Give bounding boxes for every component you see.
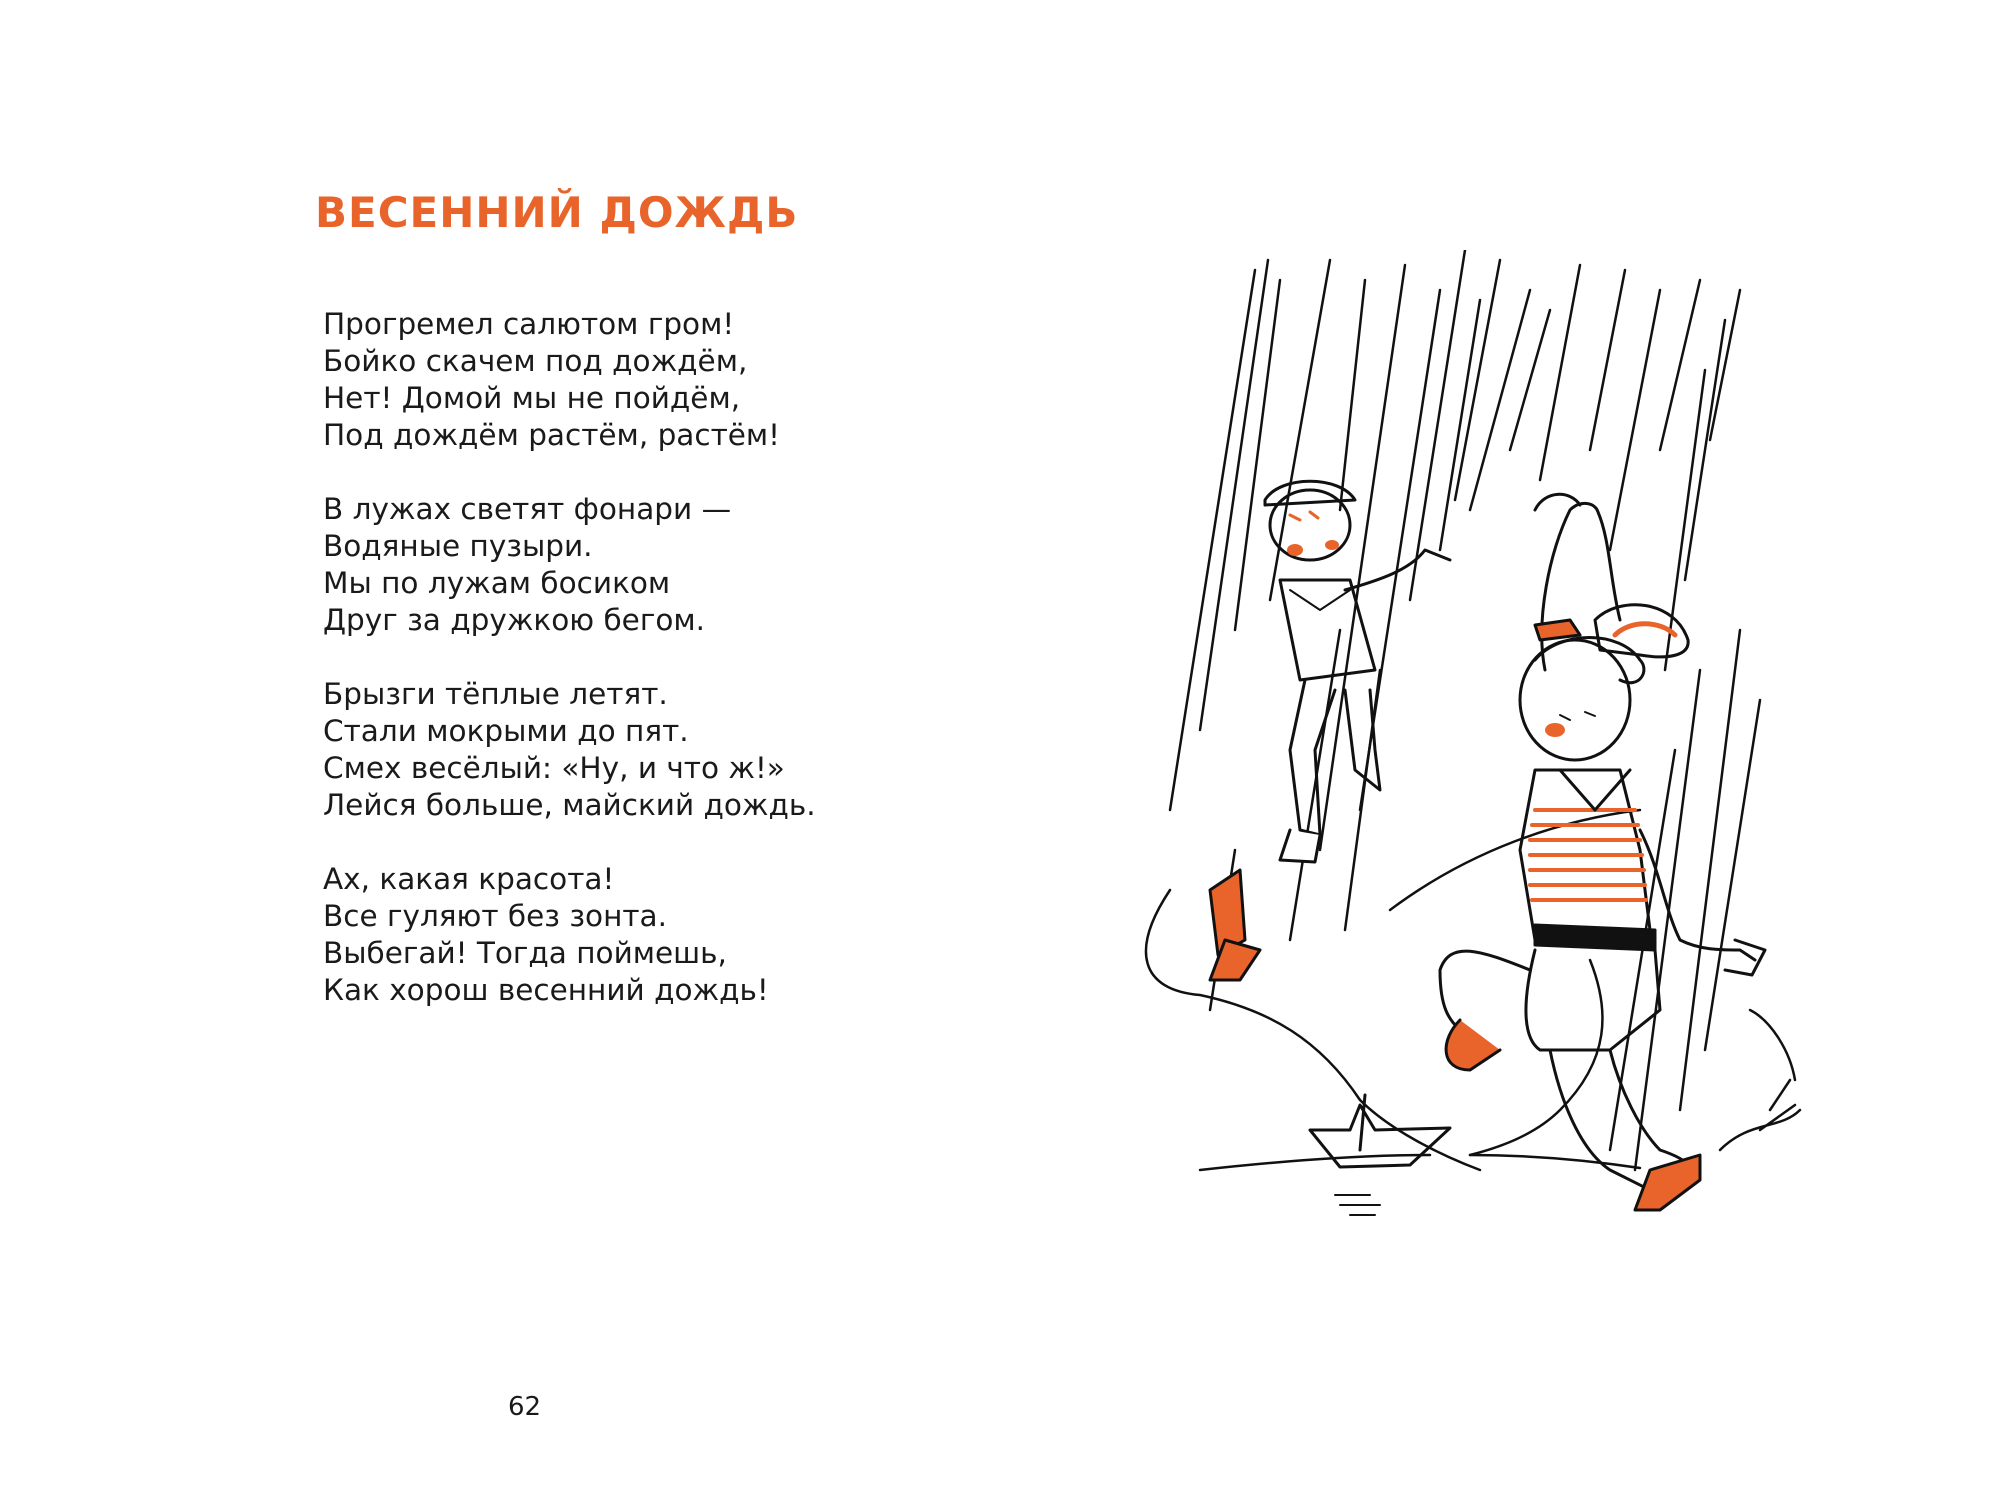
poem-text (323, 306, 816, 1046)
poem-line: Под дождём растём, растём! (323, 418, 781, 452)
poem-line: Прогремел салютом гром! (323, 307, 735, 341)
poem-line: Лейся больше, майский дождь. (323, 788, 816, 822)
stanza (323, 676, 816, 824)
toy-boat-icon (1210, 870, 1260, 980)
puddle-outline (1146, 810, 1640, 1170)
poem-title: ВЕСЕННИЙ ДОЖДЬ (315, 188, 799, 237)
poem-line: Все гуляют без зонта. (323, 899, 668, 933)
splash-marks (1720, 1010, 1800, 1150)
poem-line: Стали мокрыми до пят. (323, 714, 689, 748)
poem-line: Ах, какая красота! (323, 862, 615, 896)
poem-line: Бойко скачем под дождём, (323, 344, 748, 378)
poem-line: Друг за дружкою бегом. (323, 603, 706, 637)
poem-line: Смех весёлый: «Ну, и что ж!» (323, 751, 785, 785)
poem-line: Водяные пузыри. (323, 529, 593, 563)
poem-line: Выбегай! Тогда поймешь, (323, 936, 727, 970)
poem-line: В лужах светят фонари — (323, 492, 732, 526)
poem-line: Брызги тёплые летят. (323, 677, 668, 711)
stanza (323, 861, 816, 1009)
rain-children-illustration (1140, 250, 1820, 1270)
stanza (323, 491, 816, 639)
background-child (1265, 481, 1450, 862)
poem-line: Нет! Домой мы не пойдём, (323, 381, 741, 415)
stanza (323, 306, 816, 454)
poem-line: Мы по лужам босиком (323, 566, 671, 600)
page-number: 62 (508, 1392, 542, 1422)
poem-line: Как хорош весенний дождь! (323, 973, 769, 1007)
